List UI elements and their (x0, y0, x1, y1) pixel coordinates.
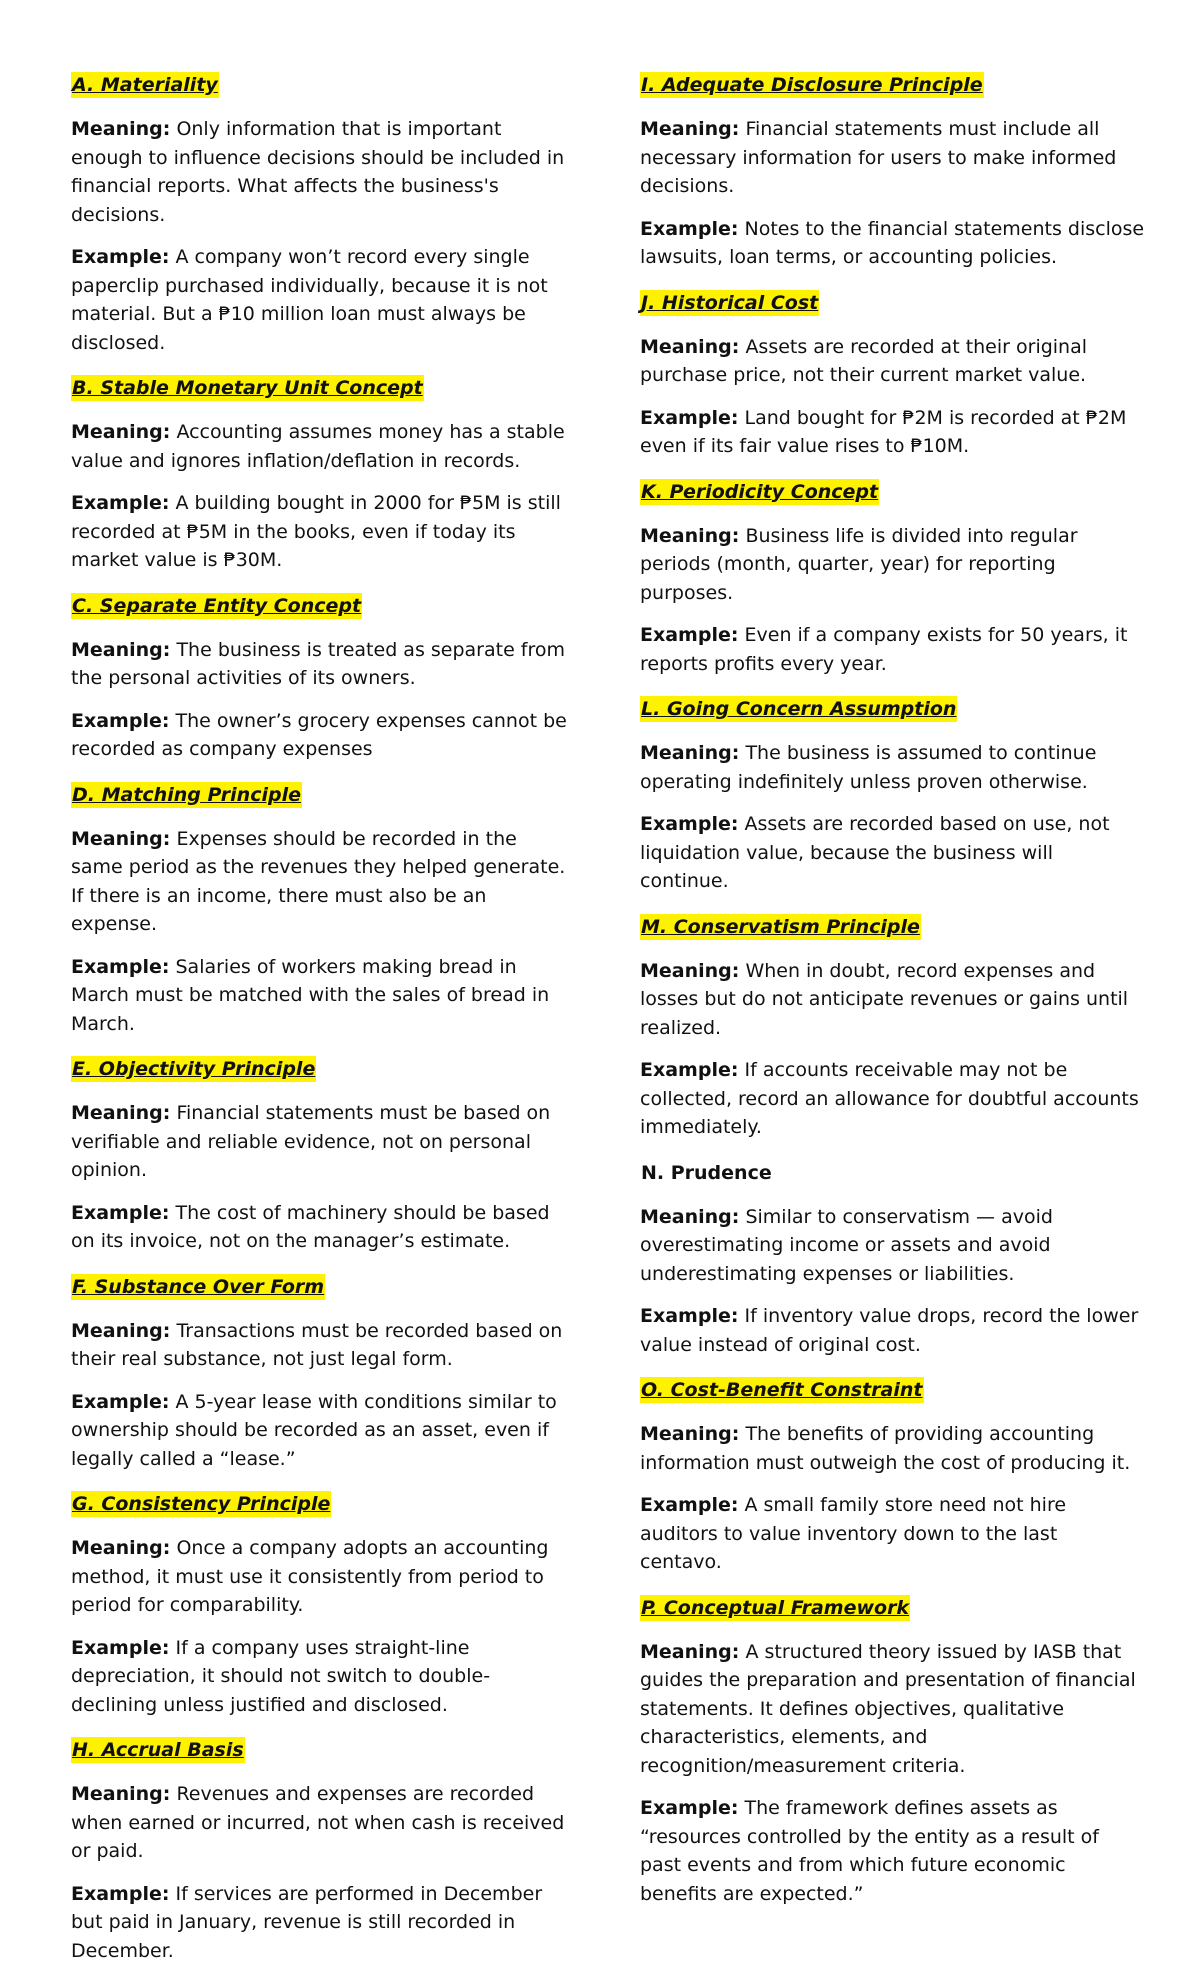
principle-heading-row (71, 70, 571, 101)
meaning-text: Revenues and expenses are recorded when earned or incurred, not when cash is received or paid. (71, 1783, 565, 1862)
example-paragraph (640, 1056, 1145, 1142)
example-text: A 5-year lease with conditions similar to ownership should be recorded as an asset, even if legally called a “lease.” (71, 1390, 557, 1470)
example-paragraph (640, 404, 1145, 461)
principle-section-c-separate-entity-concept (71, 591, 571, 764)
principle-heading: B. Stable Monetary Unit Concept (72, 377, 423, 399)
example-paragraph (640, 1794, 1145, 1908)
meaning-text: Financial statements must be based on verifiable and reliable evidence, not on personal opinion. (71, 1102, 551, 1181)
example-label: Example: (71, 1201, 170, 1224)
principle-heading: G. Consistency Principle (72, 1493, 331, 1515)
principle-heading: I. Adequate Disclosure Principle (641, 74, 983, 96)
meaning-label: Meaning: (71, 421, 171, 443)
principle-heading: K. Periodicity Concept (641, 480, 879, 503)
principle-heading-row (71, 373, 571, 404)
meaning-text: The business is assumed to continue operating indefinitely unless proven otherwise. (640, 742, 1097, 793)
example-text: If inventory value drops, record the lower value instead of original cost. (640, 1305, 1139, 1356)
example-paragraph (71, 1634, 571, 1720)
example-text: A company won’t record every single paperclip purchased individually, because it is not material. But a ₱10 million loan must always be disclosed. (71, 246, 548, 354)
meaning-paragraph (71, 825, 571, 939)
example-text: Even if a company exists for 50 years, it reports profits every year. (640, 624, 1128, 675)
example-text: Land bought for ₱2M is recorded at ₱2M even if its fair value rises to ₱10M. (640, 406, 1127, 457)
example-paragraph (71, 1880, 571, 1966)
example-text: Notes to the financial statements disclose lawsuits, loan terms, or accounting policies. (640, 217, 1145, 268)
example-label: Example: (71, 492, 170, 514)
principle-heading: E. Objectivity Principle (72, 1058, 316, 1080)
principle-heading-row (640, 912, 1145, 943)
principle-section-p-conceptual-framework (640, 1593, 1145, 1909)
example-label: Example: (640, 1305, 739, 1327)
example-label: Example: (640, 217, 739, 240)
principle-heading: A. Materiality (72, 74, 218, 96)
meaning-paragraph (71, 115, 571, 229)
meaning-label: Meaning: (640, 335, 740, 358)
meaning-label: Meaning: (71, 1537, 171, 1559)
principle-heading-row (71, 1054, 571, 1085)
principle-section-b-stable-monetary-unit-concept (71, 373, 571, 575)
meaning-text: Accounting assumes money has a stable value and ignores inflation/deflation in records. (71, 421, 565, 472)
principle-heading-row (71, 1489, 571, 1520)
principle-heading: J. Historical Cost (641, 291, 819, 314)
meaning-label: Meaning: (640, 1205, 740, 1228)
principle-section-a-materiality (71, 70, 571, 357)
principle-heading: D. Matching Principle (72, 783, 301, 806)
principle-heading: P. Conceptual Framework (641, 1596, 910, 1619)
meaning-paragraph (640, 1203, 1145, 1289)
meaning-label: Meaning: (71, 1102, 171, 1124)
meaning-text: Financial statements must include all necessary information for users to make informed decisions. (640, 118, 1117, 197)
principle-heading: F. Substance Over Form (72, 1275, 325, 1298)
meaning-paragraph (640, 1638, 1145, 1781)
example-paragraph (71, 1199, 571, 1256)
meaning-label: Meaning: (71, 1783, 171, 1805)
principle-heading: H. Accrual Basis (72, 1739, 244, 1761)
meaning-paragraph (640, 115, 1145, 201)
meaning-paragraph (640, 522, 1145, 608)
meaning-paragraph (640, 739, 1145, 796)
example-text: Salaries of workers making bread in March must be matched with the sales of bread in March. (71, 955, 550, 1035)
meaning-label: Meaning: (640, 1423, 740, 1445)
meaning-label: Meaning: (640, 959, 740, 982)
principle-heading-row (640, 70, 1145, 101)
meaning-paragraph (640, 333, 1145, 390)
example-text: If accounts receivable may not be collected, record an allowance for doubtful accounts immediately. (640, 1059, 1139, 1138)
principle-section-n-prudence (640, 1158, 1145, 1360)
example-paragraph (640, 810, 1145, 896)
meaning-text: Assets are recorded at their original purchase price, not their current market value. (640, 335, 1088, 386)
principle-heading-row (71, 1272, 571, 1303)
example-text: The cost of machinery should be based on its invoice, not on the manager’s estimate. (71, 1201, 550, 1252)
example-paragraph (71, 1388, 571, 1474)
principle-section-e-objectivity-principle (71, 1054, 571, 1256)
principle-section-j-historical-cost (640, 288, 1145, 461)
principle-section-o-cost-benefit-constraint (640, 1375, 1145, 1577)
example-label: Example: (640, 1797, 739, 1819)
meaning-paragraph (71, 1780, 571, 1866)
left-column (71, 70, 571, 1976)
principle-heading-row (640, 694, 1145, 725)
meaning-paragraph (71, 1534, 571, 1620)
example-text: The framework defines assets as “resources controlled by the entity as a result of past events and from which future economic benefits are expected.” (640, 1797, 1099, 1905)
meaning-paragraph (640, 957, 1145, 1043)
principle-heading-row (71, 780, 571, 811)
example-label: Example: (640, 406, 739, 429)
meaning-text: Once a company adopts an accounting method, it must use it consistently from period to period for comparability. (71, 1537, 549, 1616)
meaning-label: Meaning: (640, 524, 740, 547)
principle-heading: C. Separate Entity Concept (72, 594, 362, 617)
principle-heading-row (640, 288, 1145, 319)
meaning-text: Only information that is important enough to influence decisions should be included in financial reports. What affects the business's decisions. (71, 118, 565, 226)
example-label: Example: (71, 1390, 170, 1413)
meaning-label: Meaning: (640, 742, 740, 764)
meaning-text: Transactions must be recorded based on their real substance, not just legal form. (71, 1319, 563, 1370)
meaning-paragraph (71, 418, 571, 475)
principle-section-i-adequate-disclosure-principle (640, 70, 1145, 272)
meaning-label: Meaning: (640, 118, 740, 140)
example-label: Example: (640, 1059, 739, 1081)
principle-heading: L. Going Concern Assumption (641, 698, 957, 720)
example-paragraph (640, 215, 1145, 272)
meaning-label: Meaning: (71, 827, 171, 850)
principle-heading: N. Prudence (641, 1161, 772, 1184)
meaning-paragraph (71, 636, 571, 693)
example-label: Example: (71, 955, 170, 978)
principle-heading-row (640, 1375, 1145, 1406)
principle-heading-row (71, 1735, 571, 1766)
example-paragraph (71, 953, 571, 1039)
principle-heading-row (640, 1158, 1145, 1189)
meaning-text: The business is treated as separate from the personal activities of its owners. (71, 638, 566, 689)
meaning-text: A structured theory issued by IASB that guides the preparation and presentation of financial statements. It defines objectives, qualitative characteristics, elements, and recognition/measurement criteria. (640, 1640, 1136, 1777)
example-label: Example: (640, 1494, 739, 1516)
example-paragraph (71, 489, 571, 575)
meaning-label: Meaning: (71, 638, 171, 661)
meaning-text: Similar to conservatism — avoid overestimating income or assets and avoid underestimating expenses or liabilities. (640, 1205, 1053, 1285)
meaning-text: Business life is divided into regular periods (month, quarter, year) for reporting purposes. (640, 524, 1078, 604)
meaning-label: Meaning: (71, 118, 171, 140)
principle-section-g-consistency-principle (71, 1489, 571, 1719)
meaning-paragraph (640, 1420, 1145, 1477)
example-paragraph (71, 243, 571, 357)
example-label: Example: (71, 709, 170, 732)
meaning-text: The benefits of providing accounting information must outweigh the cost of producing it. (640, 1423, 1131, 1474)
principle-section-d-matching-principle (71, 780, 571, 1039)
meaning-label: Meaning: (640, 1640, 740, 1663)
principle-heading-row (71, 591, 571, 622)
example-paragraph (640, 1491, 1145, 1577)
principle-section-f-substance-over-form (71, 1272, 571, 1474)
example-text: The owner’s grocery expenses cannot be recorded as company expenses (71, 709, 567, 760)
example-label: Example: (71, 246, 170, 268)
example-text: If a company uses straight-line depreciation, it should not switch to double-declining unless justified and disclosed. (71, 1636, 491, 1716)
example-text: Assets are recorded based on use, not liquidation value, because the business will continue. (640, 813, 1110, 892)
principle-heading: M. Conservatism Principle (641, 915, 920, 938)
example-label: Example: (71, 1636, 170, 1659)
example-label: Example: (640, 813, 739, 835)
example-text: A small family store need not hire auditors to value inventory down to the last centavo. (640, 1494, 1067, 1573)
meaning-paragraph (71, 1317, 571, 1374)
example-paragraph (640, 1302, 1145, 1359)
principle-section-h-accrual-basis (71, 1735, 571, 1965)
example-label: Example: (71, 1882, 170, 1905)
example-label: Example: (640, 624, 739, 646)
meaning-text: Expenses should be recorded in the same period as the revenues they helped generate. If there is an income, there must also be an expense. (71, 827, 566, 935)
principle-heading: O. Cost-Benefit Constraint (641, 1379, 923, 1401)
principle-section-k-periodicity-concept (640, 477, 1145, 679)
meaning-text: When in doubt, record expenses and losses but do not anticipate revenues or gains until realized. (640, 959, 1129, 1039)
example-text: A building bought in 2000 for ₱5M is still recorded at ₱5M in the books, even if today its market value is ₱30M. (71, 492, 561, 571)
meaning-label: Meaning: (71, 1319, 171, 1342)
principle-heading-row (640, 477, 1145, 508)
meaning-paragraph (71, 1099, 571, 1185)
principle-section-l-going-concern-assumption (640, 694, 1145, 896)
example-paragraph (71, 707, 571, 764)
principle-heading-row (640, 1593, 1145, 1624)
principle-section-m-conservatism-principle (640, 912, 1145, 1142)
right-column (640, 70, 1145, 1976)
example-paragraph (640, 621, 1145, 678)
example-text: If services are performed in December but paid in January, revenue is still recorded in December. (71, 1882, 543, 1962)
